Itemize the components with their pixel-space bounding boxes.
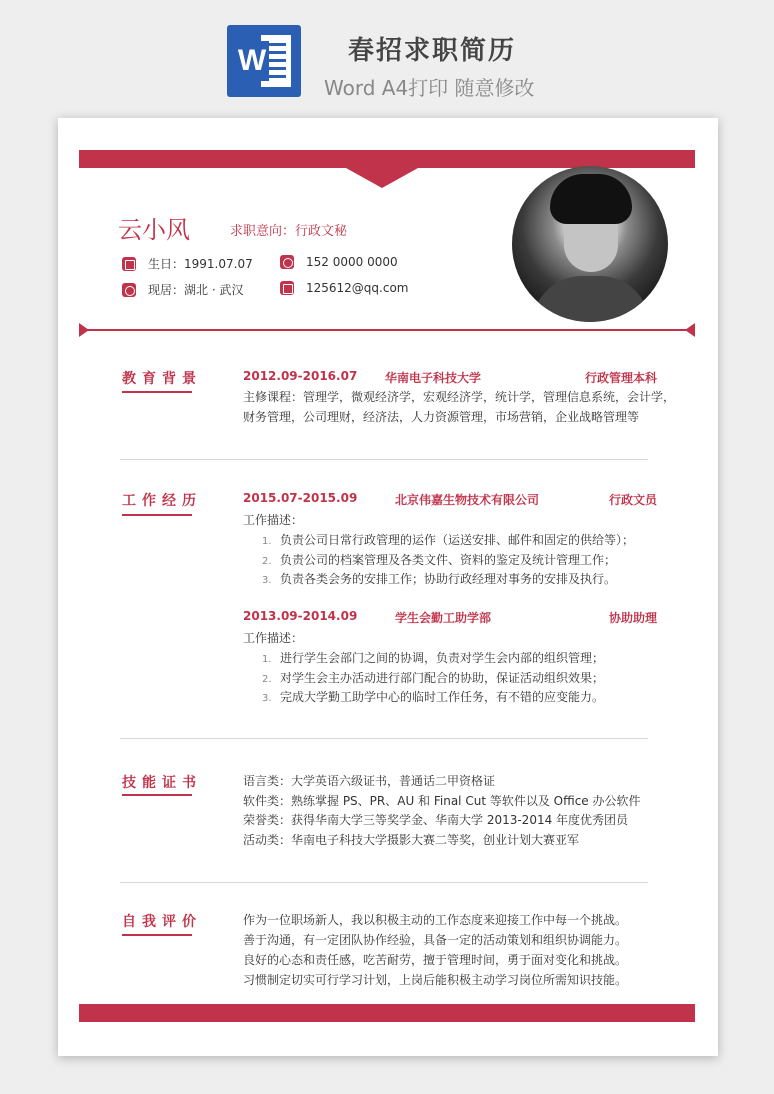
self-eval-line: 习惯制定切实可行学习计划，上岗后能积极主动学习岗位所需知识技能。 [243, 973, 628, 987]
job-role: 行政文员 [608, 493, 657, 507]
self-eval-line: 善于沟通，有一定团队协作经验，具备一定的活动策划和组织协调能力。 [243, 933, 628, 947]
top-bar [79, 150, 695, 168]
education-line: 财务管理，公司理财，经济法，人力资源管理，市场营销，企业战略管理等 [243, 410, 640, 424]
work-title: 工作经历 [122, 493, 202, 509]
job-company: 学生会勤工助学部 [395, 611, 492, 625]
education-underline [122, 391, 192, 393]
banner [0, 0, 774, 118]
divider-arrow-left [79, 323, 89, 337]
resume-page [58, 118, 718, 1056]
section-separator [120, 738, 648, 739]
job-period: 2013.09-2014.09 [243, 609, 358, 623]
list-item: 1. 负责公司日常行政管理的运作（运送安排、邮件和固定的供给等）； [262, 533, 635, 547]
self-eval-title: 自我评价 [122, 914, 202, 930]
profile-name: 云小风 [118, 216, 190, 244]
location-pin-icon [122, 283, 136, 297]
phone-text: 152 0000 0000 [306, 255, 398, 269]
skill-line: 语言类：大学英语六级证书，普通话二甲资格证 [243, 774, 496, 788]
section-separator [120, 882, 648, 883]
list-item: 3. 负责各类会务的安排工作；协助行政经理对事务的安排及执行。 [262, 572, 617, 586]
list-item: 1. 进行学生会部门之间的协调，负责对学生会内部的组织管理； [262, 651, 605, 665]
education-degree: 行政管理本科 [584, 371, 657, 385]
job-desc-label: 工作描述： [243, 631, 304, 645]
list-item: 3. 完成大学勤工助学中心的临时工作任务，有不错的应变能力。 [262, 690, 605, 704]
email-text: 125612@qq.com [306, 281, 409, 295]
section-separator [120, 459, 648, 460]
calendar-icon [122, 257, 136, 271]
job-company: 北京伟嘉生物技术有限公司 [395, 493, 540, 507]
education-line: 主修课程：管理学，微观经济学，宏观经济学，统计学，管理信息系统，会计学， [243, 390, 676, 404]
email-info [280, 281, 409, 295]
location-info [122, 281, 243, 298]
list-item: 2. 负责公司的档案管理及各类文件、资料的鉴定及统计管理工作； [262, 553, 617, 567]
birth-text: 生日：1991.07.07 [148, 257, 253, 271]
education-period: 2012.09-2016.07 [243, 369, 358, 383]
skills-underline [122, 794, 192, 796]
skill-line: 软件类：熟练掌握 PS、PR、AU 和 Final Cut 等软件以及 Office 办公软件 [243, 794, 641, 808]
location-text: 现居：湖北 · 武汉 [148, 283, 244, 297]
banner-title: 春招求职简历 [348, 36, 517, 66]
job-desc-label: 工作描述： [243, 513, 304, 527]
mail-icon [280, 281, 294, 295]
work-underline [122, 514, 192, 516]
job-role: 协助助理 [608, 611, 657, 625]
phone-icon [280, 255, 294, 269]
self-eval-line: 作为一位职场新人，我以积极主动的工作态度来迎接工作中每一个挑战。 [243, 913, 628, 927]
top-notch [346, 168, 418, 188]
list-item: 2. 对学生会主办活动进行部门配合的协助，保证活动组织效果； [262, 671, 605, 685]
phone-info [280, 255, 398, 269]
self-eval-line: 良好的心态和责任感，吃苦耐劳，擅于管理时间，勇于面对变化和挑战。 [243, 953, 628, 967]
skill-line: 活动类：华南电子科技大学摄影大赛二等奖，创业计划大赛亚军 [243, 833, 580, 847]
word-icon: W [227, 25, 301, 97]
education-title: 教育背景 [122, 371, 202, 387]
education-school: 华南电子科技大学 [385, 371, 482, 385]
job-intent: 求职意向：行政文秘 [230, 224, 348, 239]
self-eval-underline [122, 934, 192, 936]
profile-photo [512, 166, 668, 322]
birth-info [122, 255, 253, 272]
divider-arrow-right [685, 323, 695, 337]
skills-title: 技能证书 [122, 775, 202, 791]
skill-line: 荣誉类：获得华南大学三等奖学金、华南大学 2013-2014 年度优秀团员 [243, 813, 629, 827]
job-period: 2015.07-2015.09 [243, 491, 358, 505]
header-divider [84, 329, 690, 331]
bottom-bar [79, 1004, 695, 1022]
banner-subtitle: Word A4打印 随意修改 [324, 76, 535, 100]
